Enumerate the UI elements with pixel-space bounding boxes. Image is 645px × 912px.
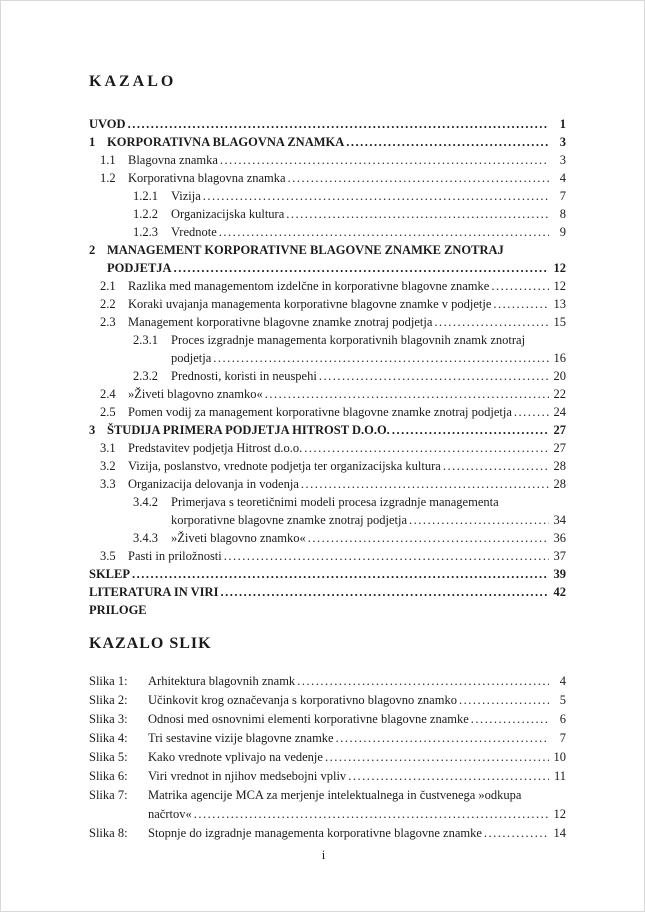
dot-leader xyxy=(174,259,549,277)
dot-leader xyxy=(297,672,549,691)
toc-entry-number: 3.4.2 xyxy=(133,495,158,509)
dot-leader xyxy=(194,805,549,824)
toc-entry-number: 2.5 xyxy=(100,405,116,419)
figure-page: 5 xyxy=(559,693,566,707)
toc-entry-number: 1.1 xyxy=(100,153,116,167)
toc-entry-page: 7 xyxy=(559,189,566,203)
dot-leader xyxy=(265,385,549,403)
dot-leader xyxy=(392,421,549,439)
toc-row xyxy=(89,277,566,295)
toc-entry-page: 27 xyxy=(553,441,566,455)
dot-leader xyxy=(220,151,549,169)
toc-entry-number: 1.2.3 xyxy=(133,225,158,239)
toc-entry-title: Korporativna blagovna znamka xyxy=(128,171,286,185)
figure-title: Tri sestavine vizije blagovne znamke xyxy=(148,731,334,745)
dot-leader xyxy=(224,547,549,565)
figure-title: Viri vrednot in njihov medsebojni vpliv xyxy=(148,769,347,783)
dot-leader xyxy=(493,295,549,313)
toc-entry-page: 9 xyxy=(559,225,566,239)
figure-title: Kako vrednote vplivajo na vedenje xyxy=(148,750,323,764)
figure-row-continuation xyxy=(89,805,566,824)
toc-entry-number: 3.2 xyxy=(100,459,116,473)
toc-entry-number: 2.4 xyxy=(100,387,116,401)
toc-entry-title: »Živeti blagovno znamko« xyxy=(171,531,306,545)
toc-entry-title-continuation: podjetja xyxy=(171,351,212,365)
toc-row-continuation xyxy=(89,349,566,367)
toc-row xyxy=(89,529,566,547)
dot-leader xyxy=(434,313,549,331)
toc-entry-page: 12 xyxy=(553,261,566,275)
toc-entry-page: 36 xyxy=(553,531,566,545)
toc-row xyxy=(89,187,566,205)
toc-row xyxy=(89,313,566,331)
toc-entry-title: Predstavitev podjetja Hitrost d.o.o. xyxy=(128,441,303,455)
toc-entry-title: »Živeti blagovno znamko« xyxy=(128,387,263,401)
toc-entry-title: Proces izgradnje managementa korporativnih blagovnih znamk znotraj xyxy=(171,333,526,347)
dot-leader xyxy=(128,115,549,133)
figure-title: Matrika agencije MCA za merjenje intelektualnega in čustvenega »odkupa xyxy=(148,788,522,802)
toc-entry-page: 3 xyxy=(559,153,566,167)
dot-leader xyxy=(304,439,549,457)
dot-leader xyxy=(346,133,549,151)
toc-entry-page: 34 xyxy=(553,513,566,527)
dot-leader xyxy=(471,710,549,729)
toc-entry-page: 37 xyxy=(553,549,566,563)
dot-leader xyxy=(288,169,549,187)
toc-entry-title: ŠTUDIJA PRIMERA PODJETJA HITROST D.O.O. xyxy=(107,423,390,437)
figure-row xyxy=(89,672,566,691)
toc-list xyxy=(89,115,566,619)
toc-entry-page: 27 xyxy=(553,423,566,437)
figure-label: Slika 7: xyxy=(89,788,128,802)
toc-entry-number: 1 xyxy=(89,135,96,149)
toc-entry-page: 8 xyxy=(559,207,566,221)
dot-leader xyxy=(459,691,549,710)
toc-entry-page: 13 xyxy=(553,297,566,311)
toc-entry-number: 2.1 xyxy=(100,279,116,293)
toc-entry-page: 39 xyxy=(553,567,566,581)
toc-entry-page: 28 xyxy=(553,477,566,491)
dot-leader xyxy=(286,205,549,223)
toc-entry-title: Management korporativne blagovne znamke znotraj podjetja xyxy=(128,315,433,329)
figure-title: Učinkovit krog označevanja s korporativno blagovno znamko xyxy=(148,693,457,707)
toc-entry-title: Pomen vodij za management korporativne blagovne znamke znotraj podjetja xyxy=(128,405,512,419)
figure-label: Slika 3: xyxy=(89,712,128,726)
toc-row xyxy=(89,367,566,385)
dot-leader xyxy=(325,748,549,767)
toc-row xyxy=(89,583,566,601)
toc-row xyxy=(89,421,566,439)
figure-row xyxy=(89,786,566,805)
toc-entry-title: Vizija, poslanstvo, vrednote podjetja ter organizacijska kultura xyxy=(128,459,441,473)
toc-entry-title: Pasti in priložnosti xyxy=(128,549,222,563)
dot-leader xyxy=(514,403,549,421)
toc-row xyxy=(89,493,566,511)
figure-row xyxy=(89,691,566,710)
toc-entry-number: 3.1 xyxy=(100,441,116,455)
toc-entry-number: 1.2.2 xyxy=(133,207,158,221)
dot-leader xyxy=(348,767,549,786)
figure-page: 11 xyxy=(553,769,566,783)
toc-entry-title: Koraki uvajanja managementa korporativne blagovne znamke v podjetje xyxy=(128,297,492,311)
figures-list xyxy=(89,672,566,843)
toc-row xyxy=(89,295,566,313)
figure-row xyxy=(89,824,566,843)
toc-row xyxy=(89,331,566,349)
toc-entry-title: Blagovna znamka xyxy=(128,153,218,167)
figure-label: Slika 8: xyxy=(89,826,128,840)
toc-entry-number: 2.3 xyxy=(100,315,116,329)
toc-row xyxy=(89,475,566,493)
toc-row xyxy=(89,439,566,457)
figure-row xyxy=(89,729,566,748)
dot-leader xyxy=(203,187,549,205)
toc-row xyxy=(89,205,566,223)
toc-heading: KAZALO xyxy=(89,73,177,90)
toc-entry-title-continuation: korporativne blagovne znamke znotraj podjetja xyxy=(171,513,408,527)
toc-entry-number: 3 xyxy=(89,423,96,437)
dot-leader xyxy=(132,565,549,583)
figure-label: Slika 6: xyxy=(89,769,128,783)
figure-label: Slika 2: xyxy=(89,693,128,707)
toc-row xyxy=(89,565,566,583)
toc-entry-number: 2.3.2 xyxy=(133,369,158,383)
figure-label: Slika 5: xyxy=(89,750,128,764)
toc-entry-title: Vizija xyxy=(171,189,201,203)
dot-leader xyxy=(213,349,549,367)
toc-entry-number: 1.2.1 xyxy=(133,189,158,203)
toc-row xyxy=(89,457,566,475)
figure-label: Slika 1: xyxy=(89,674,128,688)
toc-row-continuation xyxy=(89,511,566,529)
toc-entry-number: 3.4.3 xyxy=(133,531,158,545)
dot-leader xyxy=(336,729,549,748)
page-number-footer: i xyxy=(321,848,326,862)
dot-leader xyxy=(319,367,549,385)
toc-entry-title: Organizacija delovanja in vodenja xyxy=(128,477,299,491)
dot-leader xyxy=(484,824,549,843)
toc-entry-number: 1.2 xyxy=(100,171,116,185)
toc-entry-title: Primerjava s teoretičnimi modeli procesa izgradnje managementa xyxy=(171,495,499,509)
toc-row xyxy=(89,115,566,133)
figure-row xyxy=(89,748,566,767)
toc-row xyxy=(89,385,566,403)
figures-heading: KAZALO SLIK xyxy=(89,635,212,652)
toc-entry-title: Organizacijska kultura xyxy=(171,207,285,221)
dot-leader xyxy=(301,475,549,493)
dot-leader xyxy=(409,511,549,529)
toc-entry-title: UVOD xyxy=(89,117,126,131)
toc-entry-number: 3.3 xyxy=(100,477,116,491)
toc-row xyxy=(89,601,566,619)
toc-entry-page: 3 xyxy=(559,135,566,149)
toc-row-continuation xyxy=(89,259,566,277)
toc-row xyxy=(89,223,566,241)
toc-entry-page: 22 xyxy=(553,387,566,401)
toc-row xyxy=(89,241,566,259)
toc-entry-page: 42 xyxy=(553,585,566,599)
figure-page: 14 xyxy=(553,826,566,840)
toc-entry-page: 1 xyxy=(559,117,566,131)
toc-entry-title: MANAGEMENT KORPORATIVNE BLAGOVNE ZNAMKE ZNOTRAJ xyxy=(107,243,504,257)
toc-row xyxy=(89,403,566,421)
toc-entry-number: 2.2 xyxy=(100,297,116,311)
toc-entry-page: 12 xyxy=(553,279,566,293)
figure-page: 7 xyxy=(559,731,566,745)
toc-entry-page: 16 xyxy=(553,351,566,365)
figure-page: 6 xyxy=(559,712,566,726)
dot-leader xyxy=(491,277,549,295)
figure-title: Stopnje do izgradnje managementa korporativne blagovne znamke xyxy=(148,826,482,840)
toc-entry-page: 24 xyxy=(553,405,566,419)
toc-entry-title: KORPORATIVNA BLAGOVNA ZNAMKA xyxy=(107,135,345,149)
figure-title-continuation: načrtov« xyxy=(148,807,192,821)
toc-entry-page: 15 xyxy=(553,315,566,329)
toc-entry-title-continuation: PODJETJA xyxy=(107,261,172,275)
toc-entry-title: Vrednote xyxy=(171,225,217,239)
toc-entry-title: Razlika med managementom izdelčne in korporativne blagovne znamke xyxy=(128,279,490,293)
figure-label: Slika 4: xyxy=(89,731,128,745)
figure-page: 12 xyxy=(553,807,566,821)
toc-entry-title: LITERATURA IN VIRI xyxy=(89,585,219,599)
toc-entry-number: 3.5 xyxy=(100,549,116,563)
dot-leader xyxy=(308,529,549,547)
figure-row xyxy=(89,710,566,729)
dot-leader xyxy=(220,583,549,601)
figure-title: Odnosi med osnovnimi elementi korporativne blagovne znamke xyxy=(148,712,469,726)
figure-title: Arhitektura blagovnih znamk xyxy=(148,674,296,688)
toc-entry-page: 4 xyxy=(559,171,566,185)
toc-entry-title: SKLEP xyxy=(89,567,130,581)
toc-entry-title: Prednosti, koristi in neuspehi xyxy=(171,369,317,383)
toc-row xyxy=(89,151,566,169)
figure-page: 4 xyxy=(559,674,566,688)
dot-leader xyxy=(219,223,549,241)
toc-entry-number: 2 xyxy=(89,243,96,257)
figure-page: 10 xyxy=(553,750,566,764)
toc-row xyxy=(89,169,566,187)
dot-leader xyxy=(443,457,549,475)
figure-row xyxy=(89,767,566,786)
toc-row xyxy=(89,133,566,151)
toc-row xyxy=(89,547,566,565)
toc-entry-number: 2.3.1 xyxy=(133,333,158,347)
toc-entry-title: PRILOGE xyxy=(89,603,147,617)
toc-entry-page: 28 xyxy=(553,459,566,473)
toc-entry-page: 20 xyxy=(553,369,566,383)
